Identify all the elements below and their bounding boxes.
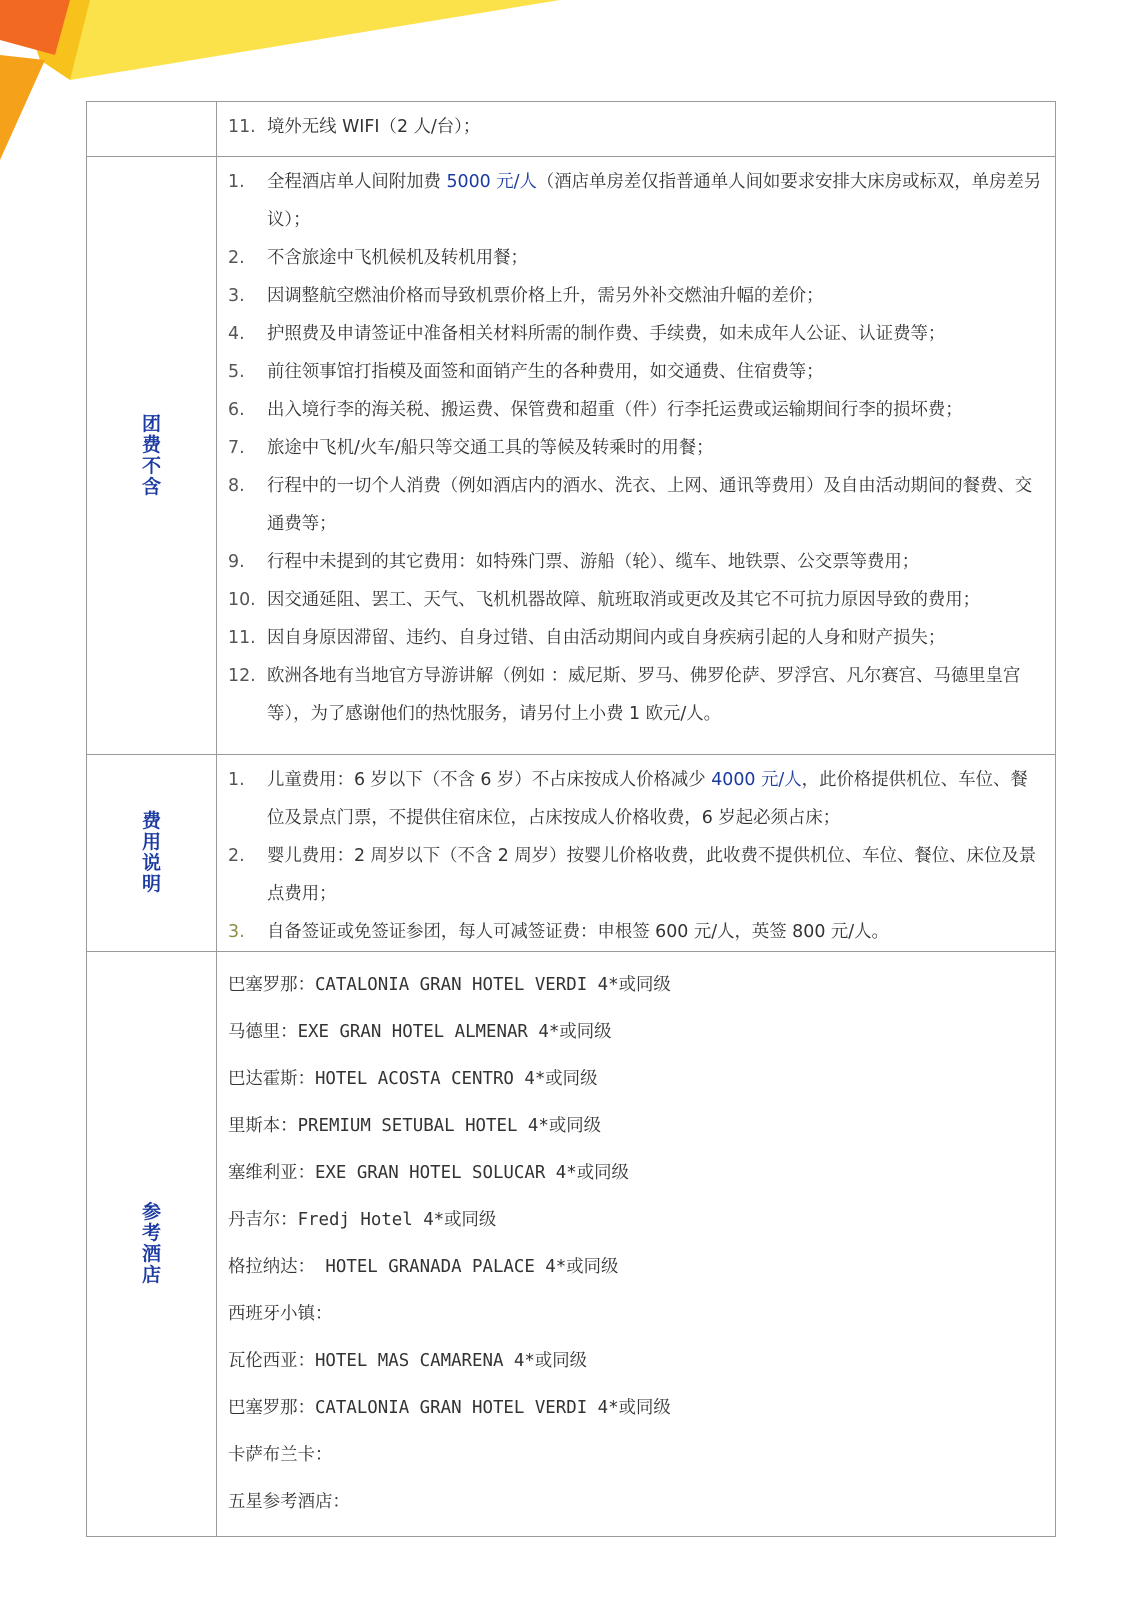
row-content [217, 102, 1056, 157]
price-highlight: 4000 元/人 [711, 770, 802, 790]
hotel-entry: 马德里：EXE GRAN HOTEL ALMENAR 4*或同级 [228, 1022, 612, 1042]
list-item: 1. 儿童费用：6 岁以下（不含 6 岁）不占床按成人价格减少 4000 元/人，此价格提供机位、车位、餐位及景点门票，不提供住宿床位，占床按成人价格收费，6 岁起必须占床； [228, 770, 1028, 828]
list-item: 5. 前往领事馆打指模及面签和面销产生的各种费用，如交通费、住宿费等； [228, 362, 824, 382]
label-excluded-costs [87, 157, 217, 755]
list-item: 11. 境外无线 WIFI（2 人/台）； [228, 117, 481, 137]
hotel-entry: 巴塞罗那：CATALONIA GRAN HOTEL VERDI 4*或同级 [228, 1398, 671, 1418]
list-item: 10. 因交通延阻、罢工、天气、飞机机器故障、航班取消或更改及其它不可抗力原因导致的费用； [228, 590, 981, 610]
list-item: 4. 护照费及申请签证中准备相关材料所需的制作费、手续费，如未成年人公证、认证费等； [228, 324, 946, 344]
list-item: 3. 因调整航空燃油价格而导致机票价格上升，需另外补交燃油升幅的差价； [228, 286, 824, 306]
price-highlight: 5000 元/人 [446, 172, 537, 192]
hotel-entry: 巴达霍斯：HOTEL ACOSTA CENTRO 4*或同级 [228, 1069, 598, 1089]
row-label-empty [87, 102, 217, 157]
list-item: 6. 出入境行李的海关税、搬运费、保管费和超重（件）行李托运费或运输期间行李的损坏费； [228, 400, 963, 420]
row-excluded-costs [87, 157, 1056, 755]
list-item: 11. 因自身原因滞留、违约、自身过错、自由活动期间内或自身疾病引起的人身和财产损失； [228, 628, 946, 648]
list-item: 2. 不含旅途中飞机候机及转机用餐； [228, 248, 528, 268]
deco-orange-shard [0, 55, 45, 160]
list-item: 7. 旅途中飞机/火车/船只等交通工具的等候及转乘时的用餐； [228, 438, 714, 458]
fee-notes-content [217, 755, 1056, 952]
excluded-costs-content [217, 157, 1056, 755]
fee-notes-heading: 费用说明 [141, 810, 161, 895]
row-fee-notes [87, 755, 1056, 952]
hotel-entry: 西班牙小镇： [228, 1304, 333, 1324]
reference-hotels-content [217, 952, 1056, 1537]
list-item: 2. 婴儿费用：2 周岁以下（不含 2 周岁）按婴儿价格收费，此收费不提供机位、车位、餐位、床位及景点费用； [228, 846, 1037, 904]
list-item: 12. 欧洲各地有当地官方导游讲解（例如 ：威尼斯、罗马、佛罗伦萨、罗浮宫、凡尔赛宫、马德里皇宫等），为了感谢他们的热忱服务，请另付上小费 1 欧元/人。 [228, 666, 1021, 724]
row-reference-hotels [87, 952, 1056, 1537]
hotel-entry: 格拉纳达： HOTEL GRANADA PALACE 4*或同级 [228, 1257, 619, 1277]
deco-yellow-band [60, 0, 560, 80]
reference-hotels-heading: 参考酒店 [141, 1201, 161, 1286]
hotel-entry: 瓦伦西亚：HOTEL MAS CAMARENA 4*或同级 [228, 1351, 587, 1371]
hotel-entry: 里斯本：PREMIUM SETUBAL HOTEL 4*或同级 [228, 1116, 602, 1136]
list-item: 8. 行程中的一切个人消费（例如酒店内的酒水、洗衣、上网、通讯等费用）及自由活动期间的餐费、交通费等； [228, 476, 1033, 534]
hotel-entry: 五星参考酒店： [228, 1492, 350, 1512]
list-item: 1. 全程酒店单人间附加费 5000 元/人（酒店单房差仅指普通单人间如要求安排大床房或标双，单房差另议）； [228, 172, 1042, 230]
list-item: 3. 自备签证或免签证参团，每人可减签证费：申根签 600 元/人，英签 800 元/人。 [228, 922, 889, 942]
excluded-costs-heading: 团费不含 [141, 412, 161, 498]
hotel-entry: 塞维利亚：EXE GRAN HOTEL SOLUCAR 4*或同级 [228, 1163, 629, 1183]
hotel-entry: 丹吉尔：Fredj Hotel 4*或同级 [228, 1210, 497, 1230]
hotel-entry: 卡萨布兰卡： [228, 1445, 333, 1465]
label-reference-hotels [87, 952, 217, 1537]
hotel-entry: 巴塞罗那：CATALONIA GRAN HOTEL VERDI 4*或同级 [228, 975, 671, 995]
row-continuation [87, 102, 1056, 157]
label-fee-notes [87, 755, 217, 952]
list-item: 9. 行程中未提到的其它费用：如特殊门票、游船（轮）、缆车、地铁票、公交票等费用； [228, 552, 920, 572]
itinerary-fee-table [86, 101, 1056, 1537]
